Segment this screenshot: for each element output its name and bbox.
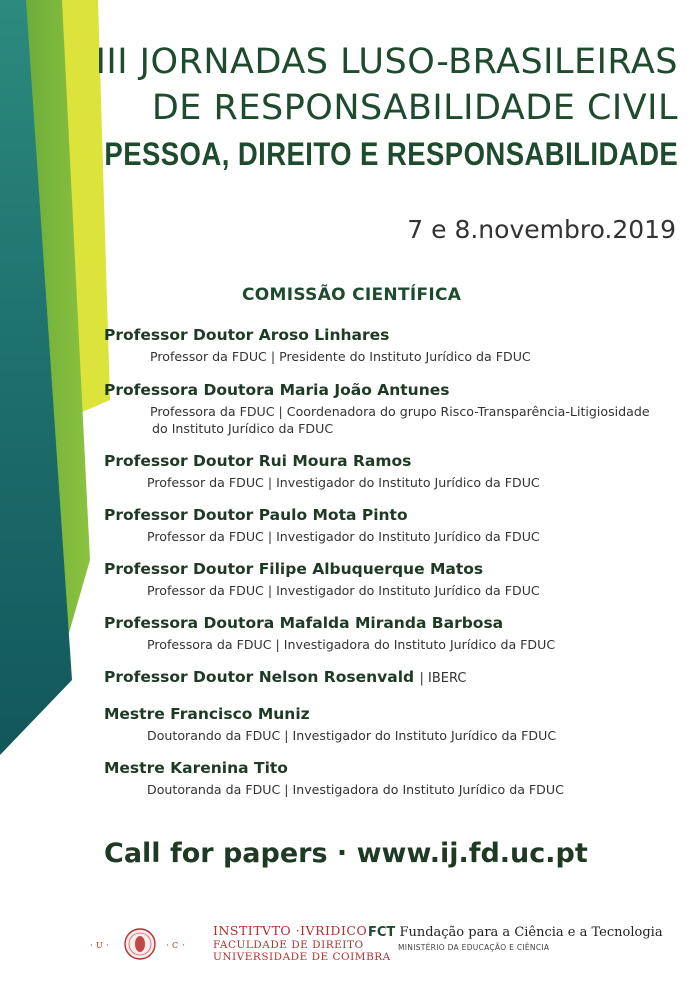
member-name — [104, 668, 467, 686]
member-name: Mestre Karenina Tito — [104, 759, 288, 777]
member-role: Professora da FDUC | Coordenadora do grupo Risco-Transparência-Litigiosidade — [150, 404, 650, 419]
committee-member — [104, 705, 556, 744]
committee-member — [104, 381, 650, 437]
svg-text:·: · — [106, 941, 109, 951]
fct-logo — [368, 925, 663, 952]
uc-letter-c: C — [172, 941, 179, 950]
event-title-line-1: III JORNADAS LUSO-BRASILEIRAS — [95, 42, 678, 82]
committee-member — [104, 506, 540, 545]
member-name-text: Professor Doutor Nelson Rosenvald — [104, 668, 415, 686]
member-role: Doutorando da FDUC | Investigador do Instituto Jurídico da FDUC — [147, 728, 557, 743]
committee-member — [104, 326, 531, 365]
committee-member — [104, 614, 555, 653]
call-for-papers-link[interactable]: Call for papers · www.ij.fd.uc.pt — [104, 838, 588, 869]
member-role: Professor da FDUC | Presidente do Instituto Jurídico da FDUC — [150, 349, 531, 364]
committee-member — [104, 452, 540, 491]
committee-heading: COMISSÃO CIENTÍFICA — [242, 285, 462, 305]
event-title-line-2: DE RESPONSABILIDADE CIVIL — [151, 88, 678, 128]
event-date: 7 e 8.novembro.2019 — [407, 215, 676, 244]
svg-text:·: · — [182, 941, 185, 951]
member-name: Professor Doutor Filipe Albuquerque Matos — [104, 560, 484, 578]
logo-footer — [0, 915, 700, 975]
member-role: Doutoranda da FDUC | Investigadora do Instituto Jurídico da FDUC — [147, 782, 564, 797]
fct-abbreviation: FCT — [368, 925, 396, 940]
member-name: Professor Doutor Aroso Linhares — [104, 326, 390, 344]
institute-line-3: UNIVERSIDADE DE COIMBRA — [213, 951, 391, 963]
member-name: Professora Doutora Mafalda Miranda Barbosa — [104, 614, 504, 632]
member-role-continued: do Instituto Jurídico da FDUC — [152, 421, 334, 436]
committee-member — [104, 759, 564, 798]
event-subtitle: PESSOA, DIREITO E RESPONSABILIDADE — [104, 136, 678, 172]
institute-line-1: INSTITVTO ·IVRIDICO — [213, 923, 368, 938]
instituto-juridico-logo — [213, 923, 391, 963]
svg-text:·: · — [90, 941, 93, 951]
committee-member — [104, 668, 467, 686]
member-role: Professor da FDUC | Investigador do Instituto Jurídico da FDUC — [147, 475, 540, 490]
fct-ministry: MINISTÉRIO DA EDUCAÇÃO E CIÊNCIA — [398, 943, 550, 952]
institute-line-2: FACULDADE DE DIREITO — [213, 939, 364, 951]
member-role: Professor da FDUC | Investigador do Instituto Jurídico da FDUC — [147, 529, 540, 544]
fct-name: Fundação para a Ciência e a Tecnologia — [399, 925, 663, 940]
university-coimbra-logo — [88, 923, 198, 963]
member-name: Professor Doutor Paulo Mota Pinto — [104, 506, 408, 524]
member-role: Professor da FDUC | Investigador do Instituto Jurídico da FDUC — [147, 583, 540, 598]
member-name: Professor Doutor Rui Moura Ramos — [104, 452, 412, 470]
committee-member — [104, 560, 540, 599]
uc-letter-u: U — [96, 941, 103, 950]
member-name: Mestre Francisco Muniz — [104, 705, 310, 723]
member-affiliation: | IBERC — [419, 671, 467, 686]
svg-text:·: · — [166, 941, 169, 951]
member-name: Professora Doutora Maria João Antunes — [104, 381, 450, 399]
member-role: Professora da FDUC | Investigadora do Instituto Jurídico da FDUC — [147, 637, 556, 652]
